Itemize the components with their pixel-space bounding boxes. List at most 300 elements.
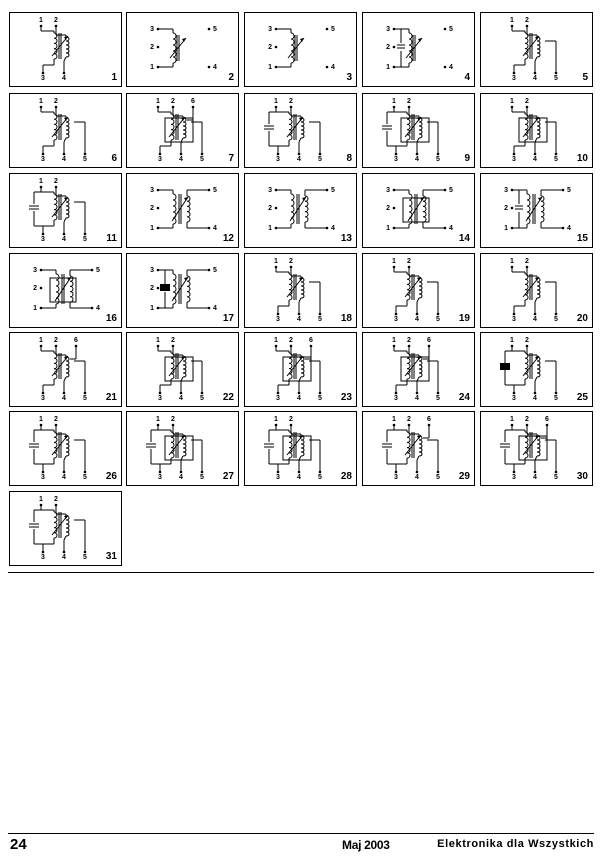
pin-terminal <box>157 46 160 49</box>
pin-label: 3 <box>512 474 516 481</box>
pin-label: 4 <box>533 156 537 163</box>
issue-date: Maj 2003 <box>342 838 390 852</box>
transformer-diagram <box>9 411 122 486</box>
secondary-winding <box>419 436 422 456</box>
diagram-number: 7 <box>228 153 234 164</box>
diagram-number: 3 <box>346 72 352 83</box>
pin-label: 1 <box>510 17 514 24</box>
pin-label: 5 <box>449 26 453 33</box>
transformer-diagram <box>126 411 239 486</box>
pin-label: 3 <box>394 156 398 163</box>
diagram-number: 4 <box>464 72 470 83</box>
secondary-winding <box>419 278 422 298</box>
pin-label: 3 <box>276 156 280 163</box>
tuning-arrow-head <box>299 117 303 121</box>
pin-label: 5 <box>200 156 204 163</box>
diagram-number: 28 <box>340 471 352 482</box>
pin-label: 4 <box>331 225 335 232</box>
primary-winding <box>54 432 57 458</box>
secondary-winding <box>537 278 540 298</box>
pin-label: 4 <box>62 236 66 243</box>
pin-label: 5 <box>567 187 571 194</box>
pin-label: 2 <box>289 98 293 105</box>
pin-label: 1 <box>392 416 396 423</box>
pin-label: 2 <box>407 337 411 344</box>
shield-box <box>519 118 547 142</box>
primary-winding <box>173 33 176 63</box>
shield-box <box>519 436 547 460</box>
pin-label: 5 <box>554 75 558 82</box>
pin-label: 1 <box>39 98 43 105</box>
primary-winding <box>54 353 57 379</box>
secondary-winding <box>305 196 308 222</box>
diagram-number: 19 <box>458 313 470 324</box>
transformer-diagram <box>9 93 122 168</box>
pin-label: 6 <box>427 337 431 344</box>
pin-label: 3 <box>512 395 516 402</box>
pin-label: 3 <box>276 395 280 402</box>
diagram-number: 16 <box>105 313 117 324</box>
pin-label: 5 <box>318 156 322 163</box>
pin-label: 5 <box>449 187 453 194</box>
pin-label: 4 <box>179 156 183 163</box>
pin-label: 6 <box>427 416 431 423</box>
diagram-number: 10 <box>576 153 588 164</box>
diagram-number: 31 <box>105 551 117 562</box>
diagram-number: 27 <box>222 471 234 482</box>
diagram-number: 2 <box>228 72 234 83</box>
pin-label: 2 <box>386 44 390 51</box>
pin-terminal <box>275 207 278 210</box>
transformer-diagram <box>362 332 475 407</box>
pin-label: 3 <box>512 156 516 163</box>
pin-label: 2 <box>54 17 58 24</box>
pin-terminal <box>208 28 211 31</box>
pin-terminal <box>157 207 160 210</box>
pin-label: 2 <box>504 205 508 212</box>
diagram-number: 13 <box>340 233 352 244</box>
pin-label: 4 <box>415 395 419 402</box>
page-footer <box>8 836 594 856</box>
tuning-arrow-head <box>182 38 186 42</box>
diagram-number: 20 <box>576 313 588 324</box>
tuning-arrow-head <box>535 36 539 40</box>
pin-label: 4 <box>297 316 301 323</box>
pin-terminal <box>511 207 514 210</box>
pin-label: 1 <box>39 337 43 344</box>
wire <box>64 138 66 142</box>
pin-terminal <box>275 46 278 49</box>
diagram-number: 6 <box>111 153 117 164</box>
pin-label: 2 <box>289 337 293 344</box>
footer-divider <box>8 833 594 834</box>
tuning-arrow-head <box>64 117 68 121</box>
primary-winding <box>525 33 528 59</box>
tuning-arrow-head <box>184 277 188 281</box>
wire <box>299 456 301 460</box>
transformer-diagram <box>244 253 357 328</box>
primary-winding <box>407 274 410 300</box>
diagram-number: 18 <box>340 313 352 324</box>
pin-label: 4 <box>331 64 335 71</box>
transformer-schematic <box>245 174 356 247</box>
secondary-winding <box>537 357 540 377</box>
secondary-winding <box>537 118 540 138</box>
transformer-schematic <box>127 174 238 247</box>
diagram-number: 8 <box>346 153 352 164</box>
pin-terminal <box>444 66 447 69</box>
pin-label: 4 <box>533 316 537 323</box>
transformer-schematic <box>245 254 356 327</box>
secondary-winding <box>419 118 422 138</box>
pin-label: 3 <box>394 395 398 402</box>
secondary-winding <box>66 198 69 218</box>
transformer-diagram <box>126 173 239 248</box>
tuning-arrow-head <box>64 197 68 201</box>
pin-label: 4 <box>62 554 66 561</box>
pin-label: 5 <box>318 474 322 481</box>
pin-terminal <box>40 287 43 290</box>
pin-label: 4 <box>62 156 66 163</box>
tuning-arrow-head <box>64 36 68 40</box>
pin-label: 2 <box>171 416 175 423</box>
pin-label: 5 <box>83 474 87 481</box>
diagram-number: 15 <box>576 233 588 244</box>
transformer-schematic <box>363 412 474 485</box>
pin-label: 3 <box>276 316 280 323</box>
pin-terminal <box>326 66 329 69</box>
pin-label: 3 <box>41 554 45 561</box>
pin-label: 5 <box>331 187 335 194</box>
primary-winding <box>54 114 57 140</box>
pin-label: 2 <box>525 416 529 423</box>
pin-label: 5 <box>83 236 87 243</box>
pin-label: 4 <box>567 225 571 232</box>
pin-label: 1 <box>39 17 43 24</box>
pin-label: 3 <box>386 187 390 194</box>
pin-label: 2 <box>171 98 175 105</box>
secondary-winding <box>66 357 69 377</box>
tuning-arrow-head <box>418 38 422 42</box>
shield-box <box>401 357 429 381</box>
transformer-diagram <box>362 93 475 168</box>
pin-label: 4 <box>449 225 453 232</box>
diagram-number: 1 <box>111 72 117 83</box>
diagram-number: 5 <box>582 72 588 83</box>
wire <box>64 456 66 460</box>
transformer-schematic <box>127 94 238 167</box>
transformer-diagram <box>9 173 122 248</box>
capacitor-block <box>160 284 170 291</box>
pin-label: 1 <box>392 258 396 265</box>
transformer-schematic <box>363 254 474 327</box>
transformer-diagram <box>362 173 475 248</box>
pin-label: 2 <box>289 416 293 423</box>
wire <box>64 57 66 61</box>
tuning-arrow-head <box>535 277 539 281</box>
pin-label: 1 <box>386 225 390 232</box>
diagram-number: 9 <box>464 153 470 164</box>
primary-winding <box>289 114 292 140</box>
pin-label: 5 <box>213 26 217 33</box>
pin-label: 1 <box>156 98 160 105</box>
wire <box>535 456 537 460</box>
pin-label: 4 <box>179 395 183 402</box>
wire <box>417 138 419 142</box>
pin-label: 1 <box>510 337 514 344</box>
transformer-diagram <box>244 12 357 87</box>
pin-terminal <box>444 28 447 31</box>
secondary-winding <box>301 436 304 456</box>
capacitor-block <box>500 363 510 370</box>
shield-box <box>165 436 193 460</box>
primary-winding <box>525 353 528 379</box>
pin-label: 2 <box>525 98 529 105</box>
pin-label: 5 <box>83 156 87 163</box>
pin-label: 3 <box>33 267 37 274</box>
secondary-winding <box>70 276 73 302</box>
transformer-diagram <box>480 93 593 168</box>
transformer-schematic <box>127 13 238 86</box>
pin-label: 1 <box>392 98 396 105</box>
secondary-winding <box>66 516 69 536</box>
page-number: 24 <box>10 836 27 853</box>
wire <box>417 377 419 381</box>
pin-label: 2 <box>525 17 529 24</box>
diagram-number: 17 <box>222 313 234 324</box>
section-divider <box>8 572 594 573</box>
pin-label: 4 <box>96 305 100 312</box>
magazine-title: Elektronika dla Wszystkich <box>437 838 594 850</box>
pin-label: 4 <box>449 64 453 71</box>
primary-winding <box>54 33 57 59</box>
pin-label: 1 <box>386 64 390 71</box>
wire <box>535 298 537 302</box>
pin-label: 5 <box>331 26 335 33</box>
diagram-number: 11 <box>106 233 117 244</box>
transformer-schematic <box>10 492 121 565</box>
pin-label: 5 <box>436 316 440 323</box>
shield-box <box>283 357 311 381</box>
diagram-number: 26 <box>105 471 117 482</box>
pin-label: 3 <box>41 75 45 82</box>
primary-winding <box>54 512 57 538</box>
wire <box>417 298 419 302</box>
pin-label: 3 <box>512 75 516 82</box>
transformer-schematic <box>481 94 592 167</box>
transformer-diagram <box>244 411 357 486</box>
pin-label: 2 <box>525 258 529 265</box>
secondary-winding <box>183 357 186 377</box>
primary-winding <box>289 274 292 300</box>
transformer-diagram <box>126 93 239 168</box>
wire <box>64 218 66 222</box>
pin-label: 4 <box>297 156 301 163</box>
pin-label: 3 <box>150 187 154 194</box>
secondary-winding <box>537 436 540 456</box>
diagram-number: 22 <box>222 392 234 403</box>
transformer-schematic <box>10 254 121 327</box>
pin-label: 5 <box>213 187 217 194</box>
pin-label: 2 <box>150 205 154 212</box>
pin-label: 6 <box>191 98 195 105</box>
pin-label: 3 <box>268 187 272 194</box>
pin-label: 5 <box>554 474 558 481</box>
secondary-winding <box>541 196 544 222</box>
wire <box>181 456 183 460</box>
diagram-number: 30 <box>576 471 588 482</box>
pin-label: 1 <box>156 337 160 344</box>
primary-winding <box>525 274 528 300</box>
secondary-winding <box>183 436 186 456</box>
pin-terminal <box>157 287 160 290</box>
pin-label: 1 <box>150 305 154 312</box>
transformer-diagram <box>126 253 239 328</box>
transformer-diagram <box>362 12 475 87</box>
transformer-schematic <box>481 412 592 485</box>
shield-box <box>401 118 429 142</box>
pin-label: 4 <box>179 474 183 481</box>
pin-label: 2 <box>54 337 58 344</box>
pin-label: 5 <box>96 267 100 274</box>
tuning-arrow-head <box>300 38 304 42</box>
pin-label: 2 <box>407 98 411 105</box>
wire <box>535 138 537 142</box>
transformer-diagram <box>244 332 357 407</box>
transformer-schematic <box>363 13 474 86</box>
transformer-diagram <box>480 253 593 328</box>
pin-label: 2 <box>525 337 529 344</box>
primary-winding <box>409 33 412 63</box>
pin-label: 4 <box>297 474 301 481</box>
pin-label: 4 <box>533 474 537 481</box>
pin-label: 2 <box>289 258 293 265</box>
pin-terminal <box>393 46 396 49</box>
pin-label: 6 <box>545 416 549 423</box>
tuning-arrow-head <box>417 277 421 281</box>
transformer-diagram <box>9 332 122 407</box>
pin-label: 4 <box>62 474 66 481</box>
pin-label: 5 <box>200 395 204 402</box>
pin-label: 2 <box>171 337 175 344</box>
transformer-schematic <box>363 333 474 406</box>
pin-label: 2 <box>54 178 58 185</box>
secondary-winding <box>423 196 426 222</box>
pin-label: 2 <box>54 496 58 503</box>
pin-label: 3 <box>504 187 508 194</box>
diagram-number: 24 <box>458 392 470 403</box>
pin-label: 3 <box>41 156 45 163</box>
pin-label: 5 <box>318 395 322 402</box>
tuning-arrow-head <box>64 356 68 360</box>
primary-winding <box>54 194 57 220</box>
pin-label: 2 <box>150 285 154 292</box>
secondary-winding <box>301 278 304 298</box>
transformer-diagram <box>480 411 593 486</box>
pin-label: 3 <box>276 474 280 481</box>
pin-label: 4 <box>62 395 66 402</box>
pin-label: 2 <box>268 205 272 212</box>
transformer-diagram <box>126 12 239 87</box>
pin-terminal <box>393 207 396 210</box>
pin-label: 1 <box>274 98 278 105</box>
transformer-schematic <box>127 254 238 327</box>
transformer-schematic <box>10 412 121 485</box>
pin-label: 1 <box>274 258 278 265</box>
pin-label: 2 <box>33 285 37 292</box>
tuning-arrow-head <box>64 435 68 439</box>
pin-label: 4 <box>213 225 217 232</box>
diagram-number: 12 <box>222 233 234 244</box>
pin-label: 5 <box>554 395 558 402</box>
secondary-winding <box>537 37 540 57</box>
secondary-winding <box>187 276 190 302</box>
wire <box>299 138 301 142</box>
tuning-arrow-head <box>299 277 303 281</box>
pin-label: 5 <box>318 316 322 323</box>
transformer-diagram <box>9 491 122 566</box>
wire <box>299 377 301 381</box>
pin-label: 1 <box>392 337 396 344</box>
wire <box>535 377 537 381</box>
pin-label: 1 <box>33 305 37 312</box>
pin-label: 3 <box>386 26 390 33</box>
pin-label: 4 <box>415 156 419 163</box>
pin-label: 5 <box>83 554 87 561</box>
shield-box <box>165 118 193 142</box>
transformer-schematic <box>481 254 592 327</box>
pin-label: 4 <box>533 75 537 82</box>
pin-label: 3 <box>41 474 45 481</box>
pin-label: 1 <box>510 98 514 105</box>
pin-label: 5 <box>213 267 217 274</box>
transformer-diagram <box>480 173 593 248</box>
diagram-number: 23 <box>340 392 352 403</box>
wire <box>181 377 183 381</box>
transformer-schematic <box>363 94 474 167</box>
pin-label: 2 <box>386 205 390 212</box>
secondary-winding <box>187 196 190 222</box>
transformer-diagram <box>126 332 239 407</box>
pin-label: 4 <box>213 64 217 71</box>
diagram-number: 21 <box>105 392 117 403</box>
transformer-schematic <box>481 174 592 247</box>
tuning-arrow-head <box>535 356 539 360</box>
pin-label: 1 <box>268 225 272 232</box>
pin-label: 1 <box>150 225 154 232</box>
transformer-schematic <box>481 333 592 406</box>
pin-label: 3 <box>158 156 162 163</box>
secondary-winding <box>419 357 422 377</box>
transformer-schematic <box>363 174 474 247</box>
transformer-schematic <box>127 333 238 406</box>
wire <box>64 377 66 381</box>
transformer-diagram <box>244 173 357 248</box>
pin-label: 1 <box>39 416 43 423</box>
pin-label: 3 <box>512 316 516 323</box>
transformer-schematic <box>127 412 238 485</box>
pin-label: 6 <box>309 337 313 344</box>
pin-label: 4 <box>62 75 66 82</box>
transformer-schematic <box>481 13 592 86</box>
pin-label: 4 <box>415 474 419 481</box>
pin-label: 3 <box>150 26 154 33</box>
transformer-schematic <box>10 333 121 406</box>
pin-label: 1 <box>268 64 272 71</box>
transformer-schematic <box>245 13 356 86</box>
pin-label: 5 <box>554 316 558 323</box>
tuning-arrow-head <box>538 197 542 201</box>
